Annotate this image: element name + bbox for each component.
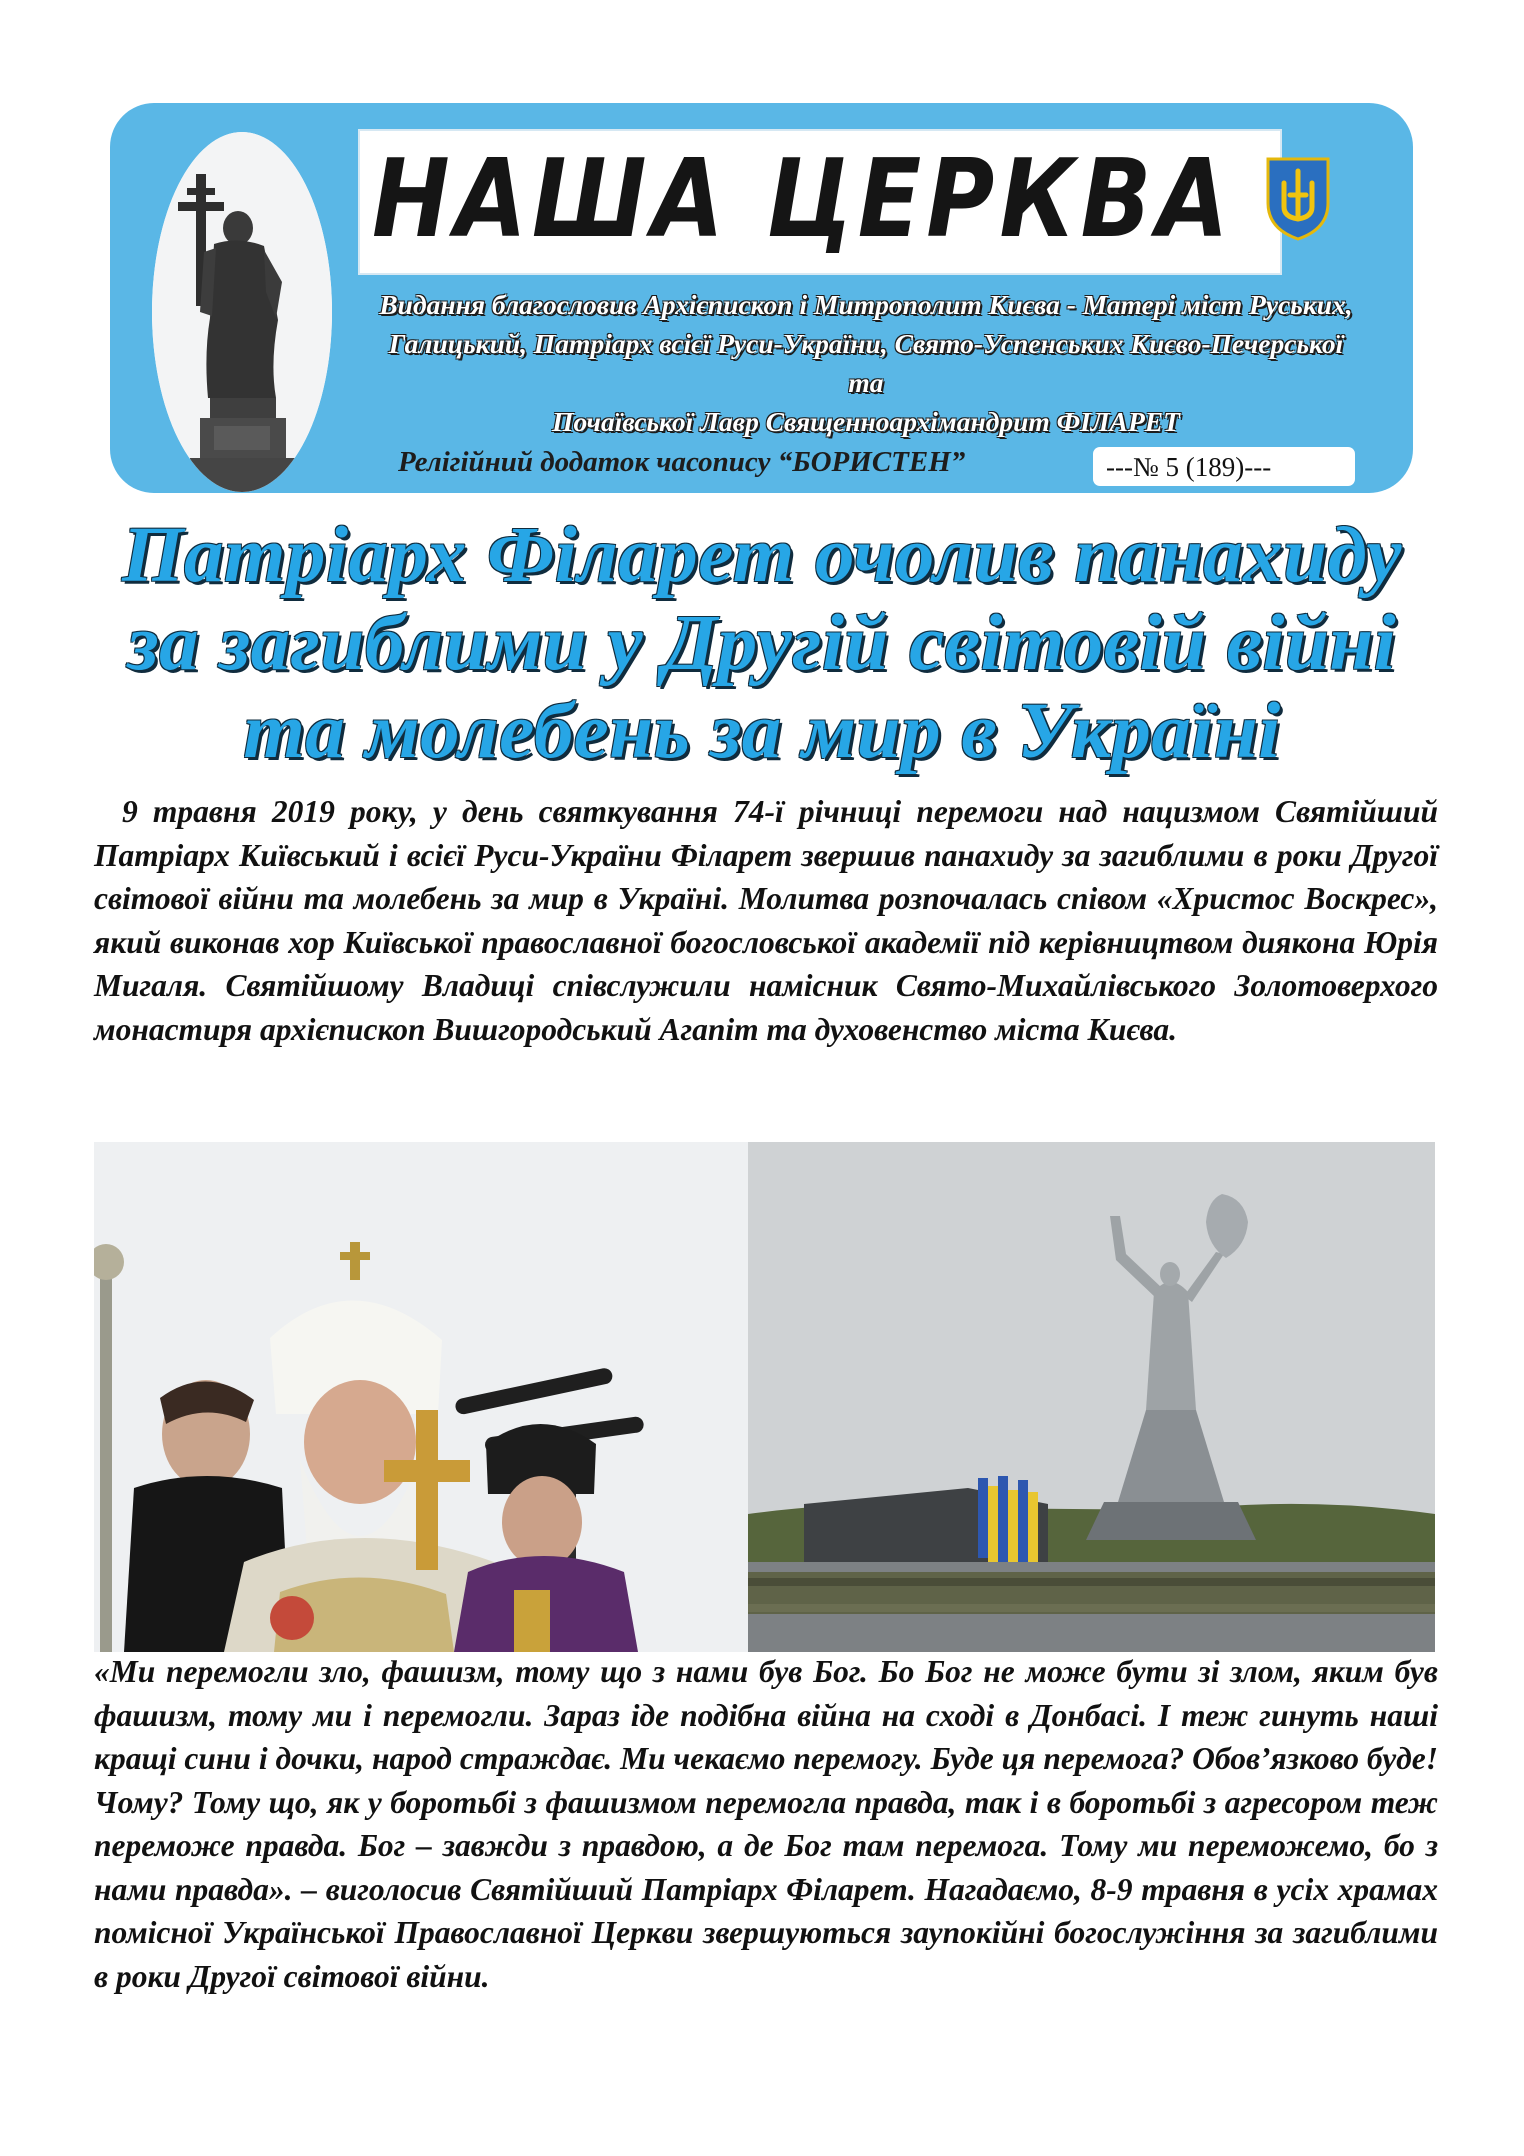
photo-patriarch-service bbox=[94, 1142, 749, 1652]
article-headline bbox=[70, 512, 1454, 776]
photo-motherland-monument bbox=[748, 1142, 1435, 1652]
article-paragraph-quote: «Ми перемогли зло, фашизм, тому що з нами був Бог. Бо Бог не може бути зі злом, яким був фашизм, тому ми і перемогли. Зараз іде подібна війна на сході в Донбасі. І теж гинуть наші кращі сини і дочки, народ страждає. Ми чекаємо перемогу. Буде ця перемога? Обов’язково буде! Чому? Тому що, як у боротьбі з фашизмом перемогла правда, так і в боротьбі з агресором теж переможе правда. Бог – завжди з правдою, а де Бог там перемога. Тому ми переможемо, бо з нами правда». – виголосив Святійший Патріарх Філарет. Нагадаємо, 8-9 травня в усіх храмах помісної Української Православної Церкви звершуються заупокійні богослужіння за загиблими в роки Другої світової війни. bbox=[94, 1654, 1438, 1994]
issue-number: ---№ 5 (189)--- bbox=[1106, 452, 1272, 482]
headline-line: Патріарх Філарет очолив панахиду bbox=[122, 512, 1402, 599]
blessing-line: Галицький, Патріарх всієї Руси-України, Свято-Успенських Києво-Печерської та bbox=[388, 328, 1344, 398]
statue-image bbox=[152, 132, 332, 492]
headline-line: та молебень за мир в Україні bbox=[243, 688, 1281, 775]
masthead-title: НАША ЦЕРКВА bbox=[372, 137, 1234, 262]
trident-emblem-icon bbox=[1262, 155, 1334, 241]
article-paragraph-intro: 9 травня 2019 року, у день святкування 74-ї річниці перемоги над нацизмом Святійший Патріарх Київський і всієї Руси-України Філарет звершив панахиду за загиблими в роки Другої світової війни та молебень за мир в Україні. Молитва розпочалась співом «Христос Воскрес», який виконав хор Київської православної богословської академії під керівництвом диякона Юрія Мигаля. Святійшому Владиці співслужили намісник Свято-Михайлівського Золотоверхого монастиря архієпископ Вишгородський Агапіт та духовенство міста Києва. bbox=[94, 794, 1438, 1047]
blessing-line: Почаївської Лавр Священноархімандрит ФІЛАРЕТ bbox=[552, 406, 1180, 437]
supplement-label: Релігійний додаток часопису “БОРИСТЕН” bbox=[398, 446, 966, 478]
headline-line: за загиблими у Другій світовій війні bbox=[127, 600, 1397, 687]
blessing-text bbox=[370, 285, 1362, 441]
blessing-line: Видання благословив Архієпископ і Митрополит Києва - Матері міст Руських, bbox=[379, 289, 1353, 320]
